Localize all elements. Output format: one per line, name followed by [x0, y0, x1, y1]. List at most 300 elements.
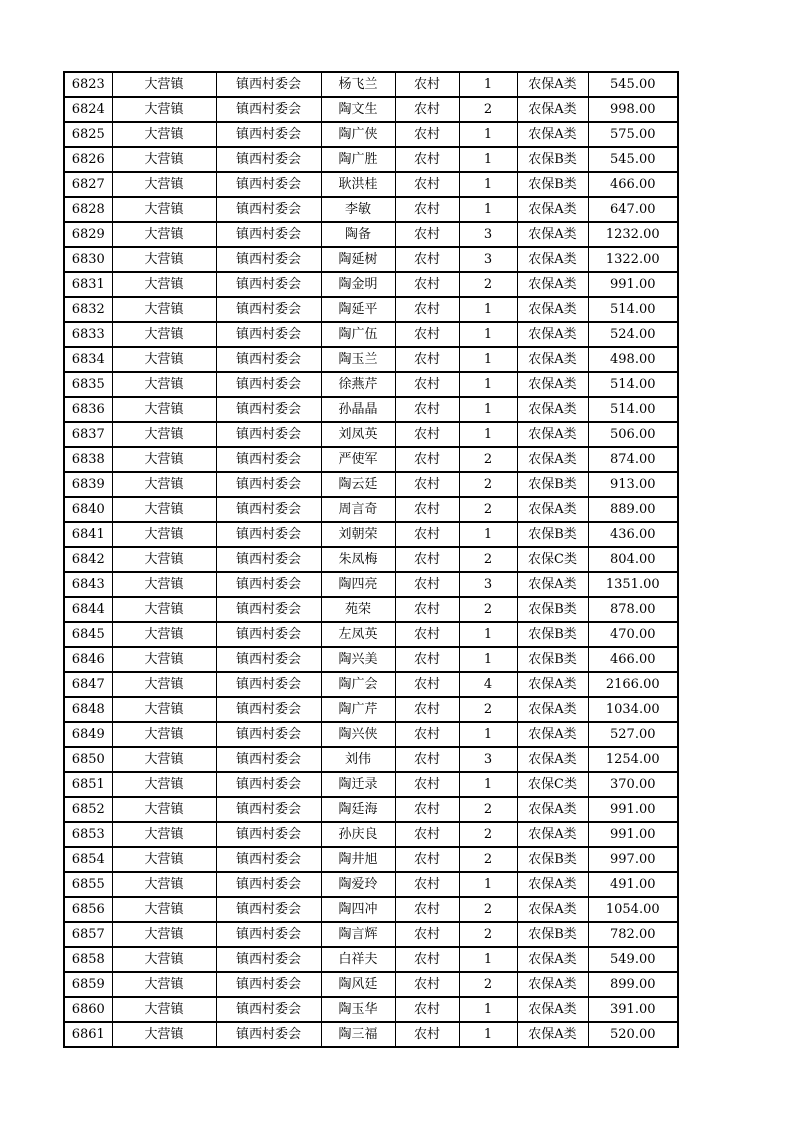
- person-name-cell: 陶玉华: [321, 997, 395, 1022]
- table-row: [64, 672, 678, 697]
- person-name-cell: 刘凤英: [321, 422, 395, 447]
- insurance-category-cell: 农保A类: [517, 72, 588, 97]
- insurance-category-cell: 农保A类: [517, 1022, 588, 1047]
- village-committee-cell: 镇西村委会: [216, 222, 321, 247]
- person-count-cell: 1: [459, 172, 517, 197]
- serial-number-cell: 6842: [64, 547, 112, 572]
- person-count-cell: 2: [459, 797, 517, 822]
- amount-cell: 804.00: [588, 547, 678, 572]
- person-count-cell: 3: [459, 572, 517, 597]
- insurance-category-cell: 农保B类: [517, 622, 588, 647]
- person-name-cell: 陶玉兰: [321, 347, 395, 372]
- table-row: [64, 772, 678, 797]
- person-name-cell: 陶广侠: [321, 122, 395, 147]
- table-row: [64, 697, 678, 722]
- household-type-cell: 农村: [395, 422, 459, 447]
- amount-cell: 466.00: [588, 172, 678, 197]
- benefit-records-table: [63, 71, 679, 1048]
- person-count-cell: 1: [459, 372, 517, 397]
- village-committee-cell: 镇西村委会: [216, 147, 321, 172]
- town-cell: 大营镇: [112, 597, 216, 622]
- person-name-cell: 周言奇: [321, 497, 395, 522]
- village-committee-cell: 镇西村委会: [216, 447, 321, 472]
- amount-cell: 1351.00: [588, 572, 678, 597]
- village-committee-cell: 镇西村委会: [216, 797, 321, 822]
- person-count-cell: 3: [459, 222, 517, 247]
- serial-number-cell: 6831: [64, 272, 112, 297]
- amount-cell: 520.00: [588, 1022, 678, 1047]
- person-name-cell: 陶爱玲: [321, 872, 395, 897]
- serial-number-cell: 6850: [64, 747, 112, 772]
- town-cell: 大营镇: [112, 547, 216, 572]
- household-type-cell: 农村: [395, 197, 459, 222]
- village-committee-cell: 镇西村委会: [216, 672, 321, 697]
- town-cell: 大营镇: [112, 997, 216, 1022]
- serial-number-cell: 6825: [64, 122, 112, 147]
- serial-number-cell: 6832: [64, 297, 112, 322]
- serial-number-cell: 6848: [64, 697, 112, 722]
- town-cell: 大营镇: [112, 147, 216, 172]
- person-name-cell: 杨飞兰: [321, 72, 395, 97]
- town-cell: 大营镇: [112, 522, 216, 547]
- person-name-cell: 陶延树: [321, 247, 395, 272]
- household-type-cell: 农村: [395, 297, 459, 322]
- insurance-category-cell: 农保A类: [517, 972, 588, 997]
- person-count-cell: 3: [459, 747, 517, 772]
- serial-number-cell: 6839: [64, 472, 112, 497]
- household-type-cell: 农村: [395, 822, 459, 847]
- town-cell: 大营镇: [112, 172, 216, 197]
- town-cell: 大营镇: [112, 722, 216, 747]
- household-type-cell: 农村: [395, 97, 459, 122]
- table-row: [64, 222, 678, 247]
- serial-number-cell: 6833: [64, 322, 112, 347]
- village-committee-cell: 镇西村委会: [216, 722, 321, 747]
- amount-cell: 514.00: [588, 297, 678, 322]
- town-cell: 大营镇: [112, 297, 216, 322]
- table-row: [64, 947, 678, 972]
- table-row: [64, 622, 678, 647]
- village-committee-cell: 镇西村委会: [216, 522, 321, 547]
- serial-number-cell: 6849: [64, 722, 112, 747]
- table-row: [64, 722, 678, 747]
- serial-number-cell: 6838: [64, 447, 112, 472]
- household-type-cell: 农村: [395, 147, 459, 172]
- insurance-category-cell: 农保B类: [517, 147, 588, 172]
- serial-number-cell: 6836: [64, 397, 112, 422]
- village-committee-cell: 镇西村委会: [216, 972, 321, 997]
- table-row: [64, 272, 678, 297]
- village-committee-cell: 镇西村委会: [216, 122, 321, 147]
- town-cell: 大营镇: [112, 122, 216, 147]
- village-committee-cell: 镇西村委会: [216, 1022, 321, 1047]
- table-row: [64, 522, 678, 547]
- town-cell: 大营镇: [112, 572, 216, 597]
- insurance-category-cell: 农保B类: [517, 922, 588, 947]
- insurance-category-cell: 农保A类: [517, 222, 588, 247]
- serial-number-cell: 6853: [64, 822, 112, 847]
- person-count-cell: 1: [459, 872, 517, 897]
- person-count-cell: 1: [459, 322, 517, 347]
- person-count-cell: 2: [459, 272, 517, 297]
- village-committee-cell: 镇西村委会: [216, 897, 321, 922]
- amount-cell: 782.00: [588, 922, 678, 947]
- village-committee-cell: 镇西村委会: [216, 347, 321, 372]
- village-committee-cell: 镇西村委会: [216, 172, 321, 197]
- village-committee-cell: 镇西村委会: [216, 197, 321, 222]
- person-name-cell: 刘朝荣: [321, 522, 395, 547]
- town-cell: 大营镇: [112, 872, 216, 897]
- amount-cell: 878.00: [588, 597, 678, 622]
- serial-number-cell: 6837: [64, 422, 112, 447]
- amount-cell: 991.00: [588, 272, 678, 297]
- household-type-cell: 农村: [395, 322, 459, 347]
- village-committee-cell: 镇西村委会: [216, 72, 321, 97]
- amount-cell: 998.00: [588, 97, 678, 122]
- table-row: [64, 372, 678, 397]
- table-row: [64, 897, 678, 922]
- village-committee-cell: 镇西村委会: [216, 697, 321, 722]
- serial-number-cell: 6846: [64, 647, 112, 672]
- serial-number-cell: 6827: [64, 172, 112, 197]
- insurance-category-cell: 农保A类: [517, 697, 588, 722]
- serial-number-cell: 6852: [64, 797, 112, 822]
- table-row: [64, 647, 678, 672]
- table-row: [64, 547, 678, 572]
- household-type-cell: 农村: [395, 947, 459, 972]
- household-type-cell: 农村: [395, 897, 459, 922]
- insurance-category-cell: 农保A类: [517, 122, 588, 147]
- household-type-cell: 农村: [395, 772, 459, 797]
- person-name-cell: 陶广伍: [321, 322, 395, 347]
- person-count-cell: 2: [459, 597, 517, 622]
- village-committee-cell: 镇西村委会: [216, 322, 321, 347]
- insurance-category-cell: 农保A类: [517, 322, 588, 347]
- amount-cell: 647.00: [588, 197, 678, 222]
- person-name-cell: 陶言辉: [321, 922, 395, 947]
- insurance-category-cell: 农保A类: [517, 97, 588, 122]
- table-row: [64, 447, 678, 472]
- household-type-cell: 农村: [395, 922, 459, 947]
- household-type-cell: 农村: [395, 272, 459, 297]
- table-row: [64, 247, 678, 272]
- person-name-cell: 陶井旭: [321, 847, 395, 872]
- amount-cell: 491.00: [588, 872, 678, 897]
- amount-cell: 575.00: [588, 122, 678, 147]
- amount-cell: 1322.00: [588, 247, 678, 272]
- person-count-cell: 1: [459, 622, 517, 647]
- town-cell: 大营镇: [112, 797, 216, 822]
- person-name-cell: 孙晶晶: [321, 397, 395, 422]
- table-row: [64, 147, 678, 172]
- serial-number-cell: 6840: [64, 497, 112, 522]
- village-committee-cell: 镇西村委会: [216, 472, 321, 497]
- village-committee-cell: 镇西村委会: [216, 747, 321, 772]
- table-row: [64, 297, 678, 322]
- insurance-category-cell: 农保B类: [517, 647, 588, 672]
- insurance-category-cell: 农保A类: [517, 397, 588, 422]
- person-count-cell: 2: [459, 97, 517, 122]
- village-committee-cell: 镇西村委会: [216, 772, 321, 797]
- village-committee-cell: 镇西村委会: [216, 947, 321, 972]
- person-count-cell: 1: [459, 422, 517, 447]
- person-count-cell: 1: [459, 297, 517, 322]
- table-row: [64, 922, 678, 947]
- village-committee-cell: 镇西村委会: [216, 822, 321, 847]
- person-name-cell: 严使军: [321, 447, 395, 472]
- amount-cell: 991.00: [588, 822, 678, 847]
- household-type-cell: 农村: [395, 622, 459, 647]
- household-type-cell: 农村: [395, 497, 459, 522]
- town-cell: 大营镇: [112, 447, 216, 472]
- household-type-cell: 农村: [395, 972, 459, 997]
- amount-cell: 470.00: [588, 622, 678, 647]
- person-count-cell: 1: [459, 1022, 517, 1047]
- serial-number-cell: 6835: [64, 372, 112, 397]
- amount-cell: 498.00: [588, 347, 678, 372]
- town-cell: 大营镇: [112, 747, 216, 772]
- serial-number-cell: 6857: [64, 922, 112, 947]
- village-committee-cell: 镇西村委会: [216, 572, 321, 597]
- amount-cell: 506.00: [588, 422, 678, 447]
- person-name-cell: 陶云廷: [321, 472, 395, 497]
- amount-cell: 545.00: [588, 147, 678, 172]
- serial-number-cell: 6851: [64, 772, 112, 797]
- table-row: [64, 972, 678, 997]
- household-type-cell: 农村: [395, 472, 459, 497]
- insurance-category-cell: 农保B类: [517, 172, 588, 197]
- town-cell: 大营镇: [112, 922, 216, 947]
- person-count-cell: 1: [459, 72, 517, 97]
- table-row: [64, 122, 678, 147]
- village-committee-cell: 镇西村委会: [216, 297, 321, 322]
- person-name-cell: 陶金明: [321, 272, 395, 297]
- person-count-cell: 1: [459, 647, 517, 672]
- amount-cell: 2166.00: [588, 672, 678, 697]
- person-name-cell: 白祥夫: [321, 947, 395, 972]
- insurance-category-cell: 农保C类: [517, 772, 588, 797]
- household-type-cell: 农村: [395, 1022, 459, 1047]
- town-cell: 大营镇: [112, 672, 216, 697]
- village-committee-cell: 镇西村委会: [216, 597, 321, 622]
- town-cell: 大营镇: [112, 472, 216, 497]
- town-cell: 大营镇: [112, 897, 216, 922]
- amount-cell: 549.00: [588, 947, 678, 972]
- insurance-category-cell: 农保A类: [517, 247, 588, 272]
- person-name-cell: 陶四冲: [321, 897, 395, 922]
- town-cell: 大营镇: [112, 1022, 216, 1047]
- village-committee-cell: 镇西村委会: [216, 247, 321, 272]
- insurance-category-cell: 农保A类: [517, 872, 588, 897]
- person-name-cell: 苑荣: [321, 597, 395, 622]
- table-row: [64, 1022, 678, 1047]
- person-count-cell: 1: [459, 722, 517, 747]
- serial-number-cell: 6843: [64, 572, 112, 597]
- town-cell: 大营镇: [112, 622, 216, 647]
- household-type-cell: 农村: [395, 372, 459, 397]
- person-count-cell: 2: [459, 472, 517, 497]
- insurance-category-cell: 农保A类: [517, 722, 588, 747]
- insurance-category-cell: 农保A类: [517, 897, 588, 922]
- person-count-cell: 1: [459, 772, 517, 797]
- table-row: [64, 397, 678, 422]
- insurance-category-cell: 农保A类: [517, 947, 588, 972]
- person-name-cell: 陶四亮: [321, 572, 395, 597]
- household-type-cell: 农村: [395, 397, 459, 422]
- amount-cell: 527.00: [588, 722, 678, 747]
- household-type-cell: 农村: [395, 722, 459, 747]
- table-row: [64, 997, 678, 1022]
- town-cell: 大营镇: [112, 247, 216, 272]
- table-row: [64, 572, 678, 597]
- insurance-category-cell: 农保A类: [517, 672, 588, 697]
- town-cell: 大营镇: [112, 72, 216, 97]
- serial-number-cell: 6834: [64, 347, 112, 372]
- village-committee-cell: 镇西村委会: [216, 847, 321, 872]
- amount-cell: 899.00: [588, 972, 678, 997]
- table-row: [64, 872, 678, 897]
- village-committee-cell: 镇西村委会: [216, 997, 321, 1022]
- table-row: [64, 97, 678, 122]
- amount-cell: 436.00: [588, 522, 678, 547]
- person-name-cell: 朱凤梅: [321, 547, 395, 572]
- household-type-cell: 农村: [395, 447, 459, 472]
- household-type-cell: 农村: [395, 547, 459, 572]
- person-count-cell: 1: [459, 347, 517, 372]
- serial-number-cell: 6845: [64, 622, 112, 647]
- serial-number-cell: 6830: [64, 247, 112, 272]
- person-name-cell: 徐燕芹: [321, 372, 395, 397]
- town-cell: 大营镇: [112, 222, 216, 247]
- household-type-cell: 农村: [395, 997, 459, 1022]
- insurance-category-cell: 农保A类: [517, 572, 588, 597]
- town-cell: 大营镇: [112, 272, 216, 297]
- table-row: [64, 497, 678, 522]
- amount-cell: 997.00: [588, 847, 678, 872]
- town-cell: 大营镇: [112, 422, 216, 447]
- records-table-body: [64, 72, 678, 1047]
- table-row: [64, 597, 678, 622]
- town-cell: 大营镇: [112, 347, 216, 372]
- table-row: [64, 197, 678, 222]
- person-name-cell: 刘伟: [321, 747, 395, 772]
- village-committee-cell: 镇西村委会: [216, 97, 321, 122]
- person-name-cell: 陶三福: [321, 1022, 395, 1047]
- insurance-category-cell: 农保A类: [517, 297, 588, 322]
- person-count-cell: 1: [459, 397, 517, 422]
- person-count-cell: 1: [459, 122, 517, 147]
- town-cell: 大营镇: [112, 372, 216, 397]
- amount-cell: 545.00: [588, 72, 678, 97]
- person-count-cell: 4: [459, 672, 517, 697]
- household-type-cell: 农村: [395, 222, 459, 247]
- table-row: [64, 172, 678, 197]
- insurance-category-cell: 农保A类: [517, 422, 588, 447]
- serial-number-cell: 6856: [64, 897, 112, 922]
- amount-cell: 514.00: [588, 397, 678, 422]
- village-committee-cell: 镇西村委会: [216, 872, 321, 897]
- village-committee-cell: 镇西村委会: [216, 622, 321, 647]
- household-type-cell: 农村: [395, 522, 459, 547]
- town-cell: 大营镇: [112, 322, 216, 347]
- amount-cell: 370.00: [588, 772, 678, 797]
- serial-number-cell: 6847: [64, 672, 112, 697]
- insurance-category-cell: 农保A类: [517, 197, 588, 222]
- person-count-cell: 2: [459, 697, 517, 722]
- insurance-category-cell: 农保B类: [517, 472, 588, 497]
- village-committee-cell: 镇西村委会: [216, 497, 321, 522]
- amount-cell: 524.00: [588, 322, 678, 347]
- town-cell: 大营镇: [112, 647, 216, 672]
- person-name-cell: 陶廷海: [321, 797, 395, 822]
- household-type-cell: 农村: [395, 572, 459, 597]
- town-cell: 大营镇: [112, 947, 216, 972]
- insurance-category-cell: 农保A类: [517, 497, 588, 522]
- village-committee-cell: 镇西村委会: [216, 422, 321, 447]
- serial-number-cell: 6826: [64, 147, 112, 172]
- person-count-cell: 2: [459, 972, 517, 997]
- table-row: [64, 347, 678, 372]
- serial-number-cell: 6855: [64, 872, 112, 897]
- insurance-category-cell: 农保A类: [517, 822, 588, 847]
- insurance-category-cell: 农保A类: [517, 272, 588, 297]
- household-type-cell: 农村: [395, 647, 459, 672]
- town-cell: 大营镇: [112, 822, 216, 847]
- person-name-cell: 李敏: [321, 197, 395, 222]
- person-name-cell: 陶延平: [321, 297, 395, 322]
- serial-number-cell: 6828: [64, 197, 112, 222]
- insurance-category-cell: 农保C类: [517, 547, 588, 572]
- serial-number-cell: 6829: [64, 222, 112, 247]
- person-name-cell: 孙庆良: [321, 822, 395, 847]
- household-type-cell: 农村: [395, 797, 459, 822]
- person-count-cell: 2: [459, 547, 517, 572]
- person-count-cell: 1: [459, 147, 517, 172]
- table-row: [64, 822, 678, 847]
- household-type-cell: 农村: [395, 72, 459, 97]
- insurance-category-cell: 农保B类: [517, 847, 588, 872]
- village-committee-cell: 镇西村委会: [216, 922, 321, 947]
- insurance-category-cell: 农保A类: [517, 797, 588, 822]
- town-cell: 大营镇: [112, 772, 216, 797]
- village-committee-cell: 镇西村委会: [216, 547, 321, 572]
- person-count-cell: 2: [459, 497, 517, 522]
- insurance-category-cell: 农保B类: [517, 597, 588, 622]
- household-type-cell: 农村: [395, 872, 459, 897]
- household-type-cell: 农村: [395, 347, 459, 372]
- person-count-cell: 2: [459, 847, 517, 872]
- insurance-category-cell: 农保B类: [517, 522, 588, 547]
- person-count-cell: 1: [459, 522, 517, 547]
- person-name-cell: 陶广芹: [321, 697, 395, 722]
- serial-number-cell: 6844: [64, 597, 112, 622]
- person-name-cell: 陶兴美: [321, 647, 395, 672]
- amount-cell: 913.00: [588, 472, 678, 497]
- town-cell: 大营镇: [112, 397, 216, 422]
- serial-number-cell: 6860: [64, 997, 112, 1022]
- amount-cell: 466.00: [588, 647, 678, 672]
- person-name-cell: 陶文生: [321, 97, 395, 122]
- person-name-cell: 耿洪桂: [321, 172, 395, 197]
- town-cell: 大营镇: [112, 972, 216, 997]
- amount-cell: 391.00: [588, 997, 678, 1022]
- person-name-cell: 陶备: [321, 222, 395, 247]
- town-cell: 大营镇: [112, 97, 216, 122]
- table-row: [64, 747, 678, 772]
- person-name-cell: 陶广胜: [321, 147, 395, 172]
- person-count-cell: 1: [459, 997, 517, 1022]
- town-cell: 大营镇: [112, 497, 216, 522]
